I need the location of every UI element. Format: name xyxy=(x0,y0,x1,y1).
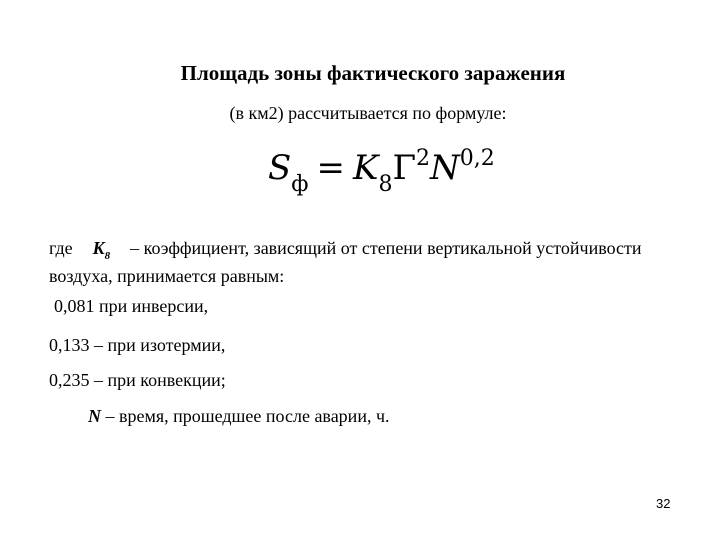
page-number: 32 xyxy=(656,496,671,511)
slide-title: Площадь зоны фактического заражения xyxy=(180,61,566,85)
formula-time-symbol: N xyxy=(430,148,460,188)
formula-equals: = xyxy=(316,148,346,188)
formula-time-exponent: 0,2 xyxy=(459,146,495,171)
formula-gamma-exponent: 2 xyxy=(416,146,431,171)
slide-subtitle: (в км2) рассчитывается по формуле: xyxy=(229,103,507,123)
time-definition xyxy=(88,406,390,427)
definition-symbol-letter: K xyxy=(92,238,105,258)
value-isothermy: 0,133 – при изотермии, xyxy=(49,335,226,355)
formula-gamma-symbol: Γ xyxy=(392,148,417,188)
definition-symbol xyxy=(92,238,111,262)
formula-area-subscript: ф xyxy=(291,172,309,197)
value-convection: 0,235 – при конвекции; xyxy=(49,370,226,390)
time-definition-symbol: N xyxy=(88,406,101,426)
formula-coefficient-symbol: K xyxy=(353,148,379,188)
definition-symbol-subscript: 8 xyxy=(104,250,111,262)
definition-text: – коэффициент, зависящий от степени вертикальной устойчивости воздуха, принимается равным: xyxy=(49,238,642,286)
formula-coefficient-subscript: 8 xyxy=(378,172,393,197)
value-inversion: 0,081 при инверсии, xyxy=(54,296,209,316)
definition-where: где xyxy=(49,238,73,258)
time-definition-text: – время, прошедшее после аварии, ч. xyxy=(101,406,390,426)
formula xyxy=(268,138,495,198)
coefficient-definition xyxy=(49,236,679,289)
formula-area-symbol: S xyxy=(268,148,292,188)
